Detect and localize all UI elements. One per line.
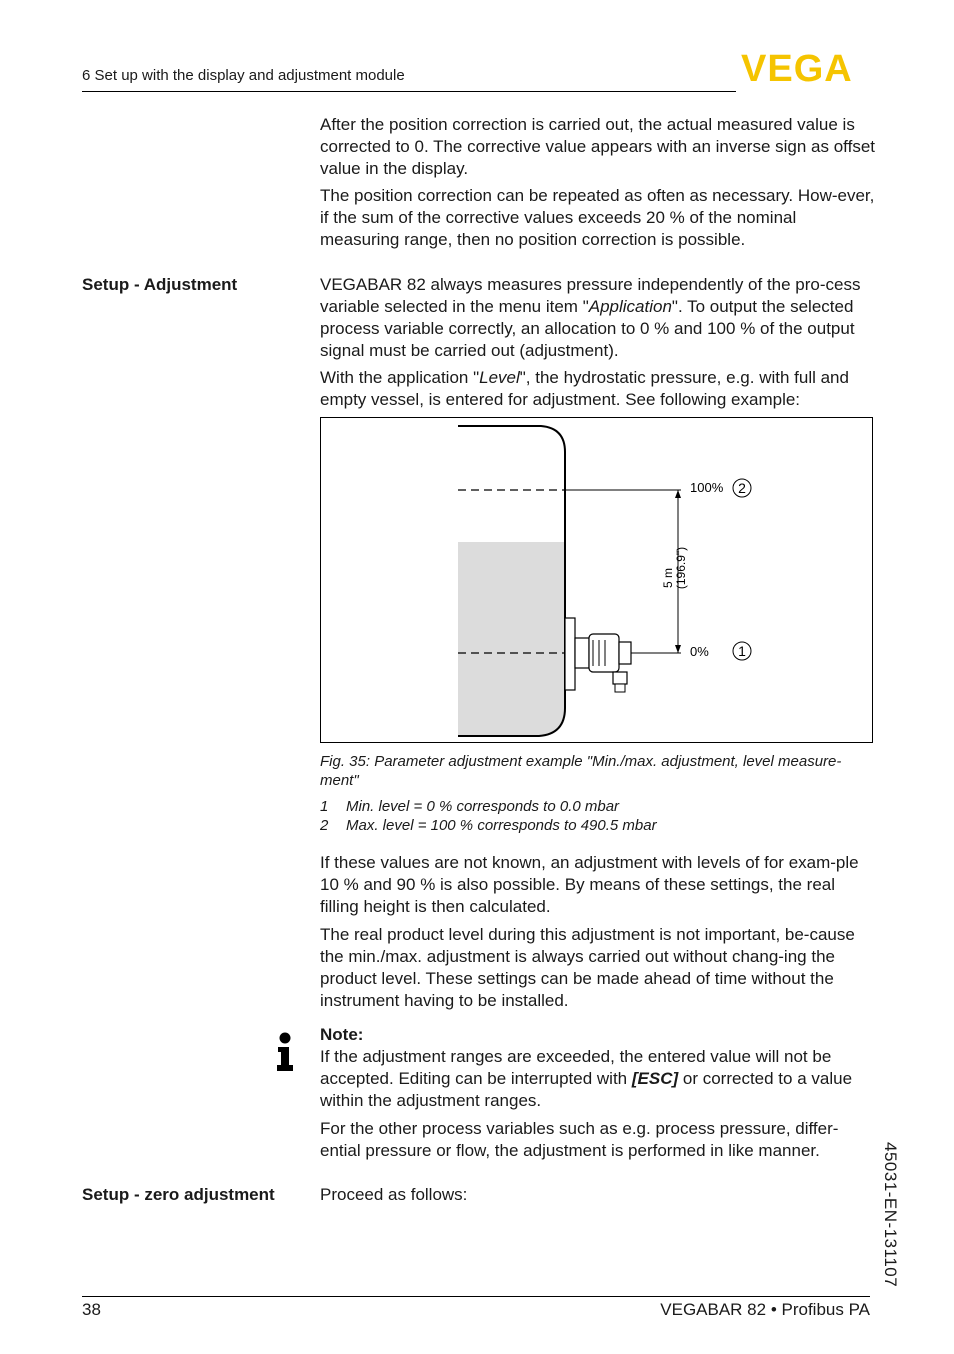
- menu-item-application: Application: [588, 297, 672, 316]
- zero-adjustment-text: Proceed as follows:: [320, 1185, 468, 1204]
- esc-key: [ESC]: [631, 1069, 679, 1088]
- transmitter-cap: [619, 642, 631, 664]
- setup-adjustment-paragraph-2: [320, 367, 876, 411]
- product-fill: [458, 542, 565, 736]
- legend-text: Max. level = 100 % corresponds to 490.5 mbar: [346, 817, 657, 834]
- zero-adjustment-heading: Setup - zero adjustment: [82, 1185, 275, 1204]
- distance-meters: 5 m: [661, 567, 675, 589]
- distance-inches: (196.9"): [674, 546, 688, 590]
- after-figure-paragraph-2: The real product level during this adjustment is not important, be-cause the min./max. adjustment is always carried out without chang-ing the product level. These settings can be made ahead of time without the instrument having to be installed.: [320, 925, 855, 1010]
- figure-adjustment-example: [320, 417, 873, 743]
- figure-caption: Fig. 35: Parameter adjustment example "Min./max. adjustment, level measure-ment": [320, 753, 842, 789]
- legend-number: 1: [320, 798, 329, 815]
- note-paragraph-2: For the other process variables such as e.g. process pressure, differ-ential pressure or flow, the adjustment is performed in like manner.: [320, 1119, 839, 1160]
- info-icon: [274, 1032, 296, 1072]
- application-level: Level: [479, 368, 520, 387]
- callout-1: 1: [738, 643, 746, 659]
- flange: [565, 618, 575, 690]
- cable-gland-nut: [615, 684, 625, 692]
- legend-number: 2: [320, 817, 329, 834]
- setup-adjustment-heading: Setup - Adjustment: [82, 275, 238, 294]
- legend-item-2: [320, 816, 657, 835]
- text-run: or corrected to a value within the adjustment ranges.: [320, 1069, 853, 1110]
- header-divider: [82, 91, 736, 92]
- after-figure-paragraph-1: If these values are not known, an adjustment with levels of for exam-ple 10 % and 90 % is also possible. By means of these settings, the real filling height is then calculated.: [320, 853, 859, 916]
- vessel-diagram: [321, 418, 872, 742]
- note-title: Note:: [320, 1025, 364, 1044]
- intro-paragraph-1: After the position correction is carried out, the actual measured value is corrected to 0. The corrective value appears with an inverse sign as offset value in the display.: [320, 115, 875, 178]
- text-run: VEGABAR 82 always measures pressure independently of the pro-cess variable selected in the menu item ": [320, 275, 861, 316]
- callout-2: 2: [738, 480, 746, 496]
- footer-divider: [82, 1296, 870, 1297]
- note-text: [320, 1046, 876, 1112]
- page-number: 38: [82, 1300, 101, 1319]
- footer-product: VEGABAR 82 • Profibus PA: [660, 1300, 870, 1319]
- text-run: With the application ": [320, 368, 480, 387]
- setup-adjustment-paragraph-1: [320, 274, 876, 362]
- text-run: ". To output the selected process variable correctly, an allocation to 0 % and 100 % of the output signal must be carried out (adjustment).: [320, 297, 855, 360]
- logo-text: VEGA: [741, 51, 853, 85]
- document-number: 45031-EN-131107: [881, 1142, 900, 1288]
- label-0-percent: 0%: [690, 644, 709, 659]
- legend-item-1: [320, 797, 619, 816]
- vega-logo: [741, 51, 873, 85]
- text-run: If the adjustment ranges are exceeded, the entered value will not be accepted. Editing can be interrupted with: [320, 1047, 832, 1088]
- cable-gland: [613, 672, 627, 684]
- arrow-up-icon: [675, 490, 681, 498]
- arrow-down-icon: [675, 645, 681, 653]
- text-run: ", the hydrostatic pressure, e.g. with full and empty vessel, is entered for adjustment. See following example:: [320, 368, 849, 409]
- legend-text: Min. level = 0 % corresponds to 0.0 mbar: [346, 798, 620, 815]
- label-100-percent: 100%: [690, 480, 724, 495]
- intro-paragraph-2: The position correction can be repeated as often as necessary. How-ever, if the sum of the corrective values exceeds 20 % of the nominal measuring range, then no position correction is possible.: [320, 186, 875, 249]
- running-header: 6 Set up with the display and adjustment module: [82, 67, 405, 84]
- process-fitting: [575, 638, 589, 668]
